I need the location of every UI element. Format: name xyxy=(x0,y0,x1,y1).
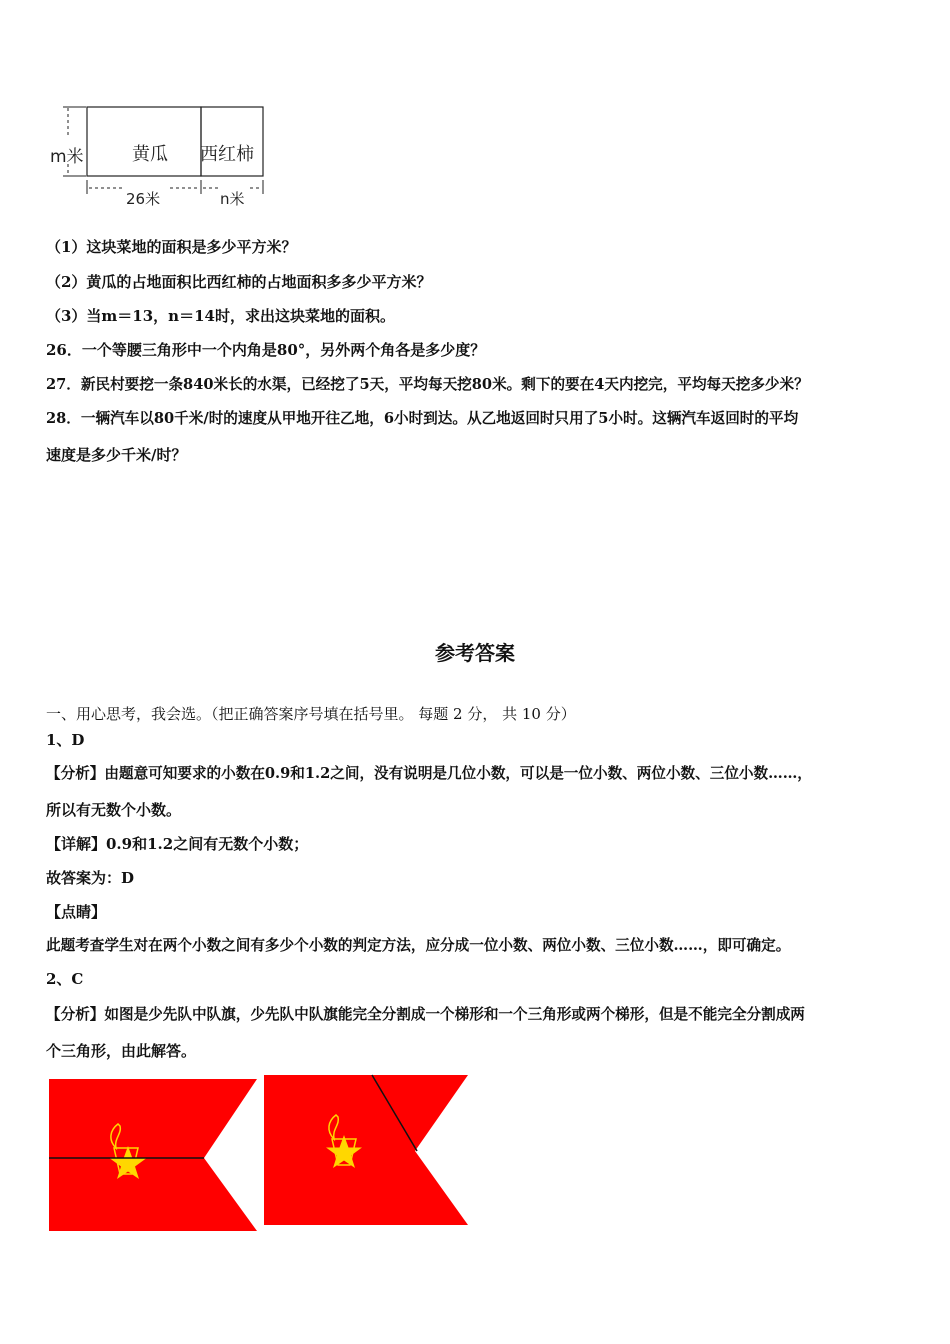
m-label: m米 xyxy=(50,147,84,167)
answer-2-label: 2、C xyxy=(46,970,84,988)
question-25-2: （2）黄瓜的占地面积比西红柿的占地面积多多少平方米？ xyxy=(46,273,432,291)
answer-1-label: 1、D xyxy=(46,731,85,749)
answer-1-comment-label: 【点睛】 xyxy=(46,903,107,921)
tomato-label: 西红柿 xyxy=(200,144,254,165)
question-25-3: （3）当m＝13，n＝14时，求出这块菜地的面积。 xyxy=(46,307,395,325)
question-28-line2: 速度是多少千米/时？ xyxy=(46,446,187,464)
question-25-1: （1）这块菜地的面积是多少平方米？ xyxy=(46,238,297,256)
cucumber-plot xyxy=(87,107,201,176)
answer-1-comment: 此题考查学生对在两个小数之间有多少个小数的判定方法，应分成一位小数、两位小数、三位小数……，即可确定。 xyxy=(46,937,791,954)
flag-icon xyxy=(46,1076,260,1234)
cucumber-label: 黄瓜 xyxy=(132,144,168,165)
flag-icon xyxy=(262,1073,472,1228)
answers-title: 参考答案 xyxy=(435,641,515,665)
question-28-line1: 28．一辆汽车以80千米/时的速度从甲地开往乙地，6小时到达。从乙地返回时只用了5小时。这辆汽车返回时的平均 xyxy=(46,410,799,427)
answer-2-analysis-line1: 【分析】如图是少先队中队旗，少先队中队旗能完全分割成一个梯形和一个三角形或两个梯形，但是不能完全分割成两 xyxy=(46,1006,805,1023)
section-1-heading: 一、用心思考，我会选。（把正确答案序号填在括号里。 每题 2 分， 共 10 分） xyxy=(46,705,576,723)
answer-1-detail: 【详解】0.9和1.2之间有无数个小数； xyxy=(46,835,309,853)
answer-2-analysis-line2: 个三角形，由此解答。 xyxy=(46,1042,197,1060)
answer-1-analysis-line1: 【分析】由题意可知要求的小数在0.9和1.2之间，没有说明是几位小数，可以是一位小数、两位小数、三位小数……， xyxy=(46,765,812,782)
answer-1-result: 故答案为：D xyxy=(46,869,135,887)
answer-1-analysis-line2: 所以有无数个小数。 xyxy=(46,801,182,819)
field-diagram xyxy=(48,100,278,210)
26m-label: 26米 xyxy=(126,190,161,208)
n-label: n米 xyxy=(220,190,245,208)
question-26: 26．一个等腰三角形中一个内角是80°，另外两个角各是多少度？ xyxy=(46,341,486,359)
tomato-plot xyxy=(201,107,263,176)
question-27: 27．新民村要挖一条840米长的水渠，已经挖了5天，平均每天挖80米。剩下的要在4天内挖完，平均每天挖多少米？ xyxy=(46,376,809,393)
